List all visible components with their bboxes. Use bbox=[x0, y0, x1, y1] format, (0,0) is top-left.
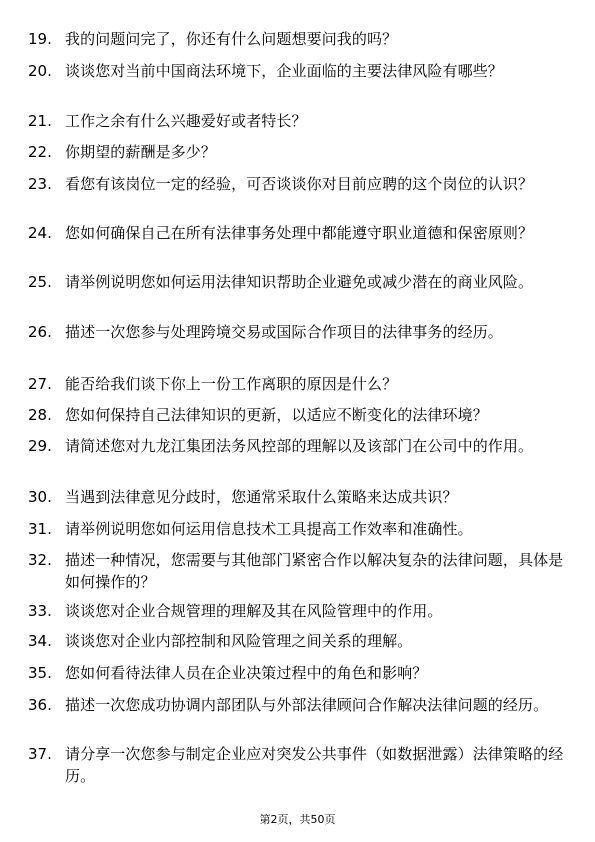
question-text: 请简述您对九龙江集团法务风控部的理解以及该部门在公司中的作用。 bbox=[65, 437, 534, 455]
question-text: 描述一种情况，您需要与其他部门紧密合作以解决复杂的法律问题，具体是如何操作的？ bbox=[65, 551, 564, 591]
question-text: 您如何保持自己法律知识的更新，以适应不断变化的法律环境？ bbox=[65, 406, 488, 424]
question-text: 请举例说明您如何运用信息技术工具提高工作效率和准确性。 bbox=[65, 520, 473, 538]
question-number: 37. bbox=[28, 745, 52, 763]
question-number: 24. bbox=[28, 224, 52, 242]
question-number: 34. bbox=[28, 632, 52, 650]
question-number: 35. bbox=[28, 664, 52, 682]
list-item bbox=[0, 694, 595, 744]
question-number: 31. bbox=[28, 520, 52, 538]
question-number: 36. bbox=[28, 696, 52, 714]
question-text: 请分享一次您参与制定企业应对突发公共事件（如数据泄露）法律策略的经历。 bbox=[65, 745, 564, 785]
question-text: 看您有该岗位一定的经验，可否谈谈你对目前应聘的这个岗位的认识？ bbox=[65, 175, 534, 193]
question-text: 谈谈您对当前中国商法环境下，企业面临的主要法律风险有哪些？ bbox=[65, 62, 503, 80]
question-number: 19. bbox=[28, 30, 52, 48]
question-number: 28. bbox=[28, 406, 52, 424]
question-number: 25. bbox=[28, 273, 52, 291]
question-number: 32. bbox=[28, 551, 52, 569]
question-number: 30. bbox=[28, 488, 52, 506]
question-number: 27. bbox=[28, 375, 52, 393]
list-item bbox=[0, 321, 595, 371]
question-number: 33. bbox=[28, 602, 52, 620]
question-text: 工作之余有什么兴趣爱好或者特长？ bbox=[65, 112, 307, 130]
question-number: 20. bbox=[28, 62, 52, 80]
question-text: 能否给我们谈下你上一份工作离职的原因是什么？ bbox=[65, 375, 398, 393]
list-item bbox=[0, 435, 595, 485]
question-text: 您如何确保自己在所有法律事务处理中都能遵守职业道德和保密原则？ bbox=[65, 224, 534, 242]
question-number: 23. bbox=[28, 175, 52, 193]
list-item bbox=[0, 173, 595, 223]
question-text: 描述一次您成功协调内部团队与外部法律顾问合作解决法律问题的经历。 bbox=[65, 696, 549, 714]
question-text: 我的问题问完了，你还有什么问题想要问我的吗？ bbox=[65, 30, 398, 48]
question-text: 描述一次您参与处理跨境交易或国际合作项目的法律事务的经历。 bbox=[65, 323, 503, 341]
question-number: 22. bbox=[28, 143, 52, 161]
list-item bbox=[0, 743, 595, 793]
question-text: 谈谈您对企业合规管理的理解及其在风险管理中的作用。 bbox=[65, 602, 443, 620]
question-text: 请举例说明您如何运用法律知识帮助企业避免或减少潜在的商业风险。 bbox=[65, 273, 534, 291]
question-text: 谈谈您对企业内部控制和风险管理之间关系的理解。 bbox=[65, 632, 413, 650]
list-item bbox=[0, 222, 595, 272]
question-number: 26. bbox=[28, 323, 52, 341]
list-item bbox=[0, 271, 595, 321]
list-item bbox=[0, 60, 595, 110]
question-number: 21. bbox=[28, 112, 52, 130]
question-text: 你期望的薪酬是多少？ bbox=[65, 143, 217, 161]
list-item bbox=[0, 549, 595, 599]
page-number-footer: 第2页，共50页 bbox=[259, 813, 336, 826]
question-number: 29. bbox=[28, 437, 52, 455]
question-text: 您如何看待法律人员在企业决策过程中的角色和影响？ bbox=[65, 664, 428, 682]
question-text: 当遇到法律意见分歧时，您通常采取什么策略来达成共识？ bbox=[65, 488, 458, 506]
